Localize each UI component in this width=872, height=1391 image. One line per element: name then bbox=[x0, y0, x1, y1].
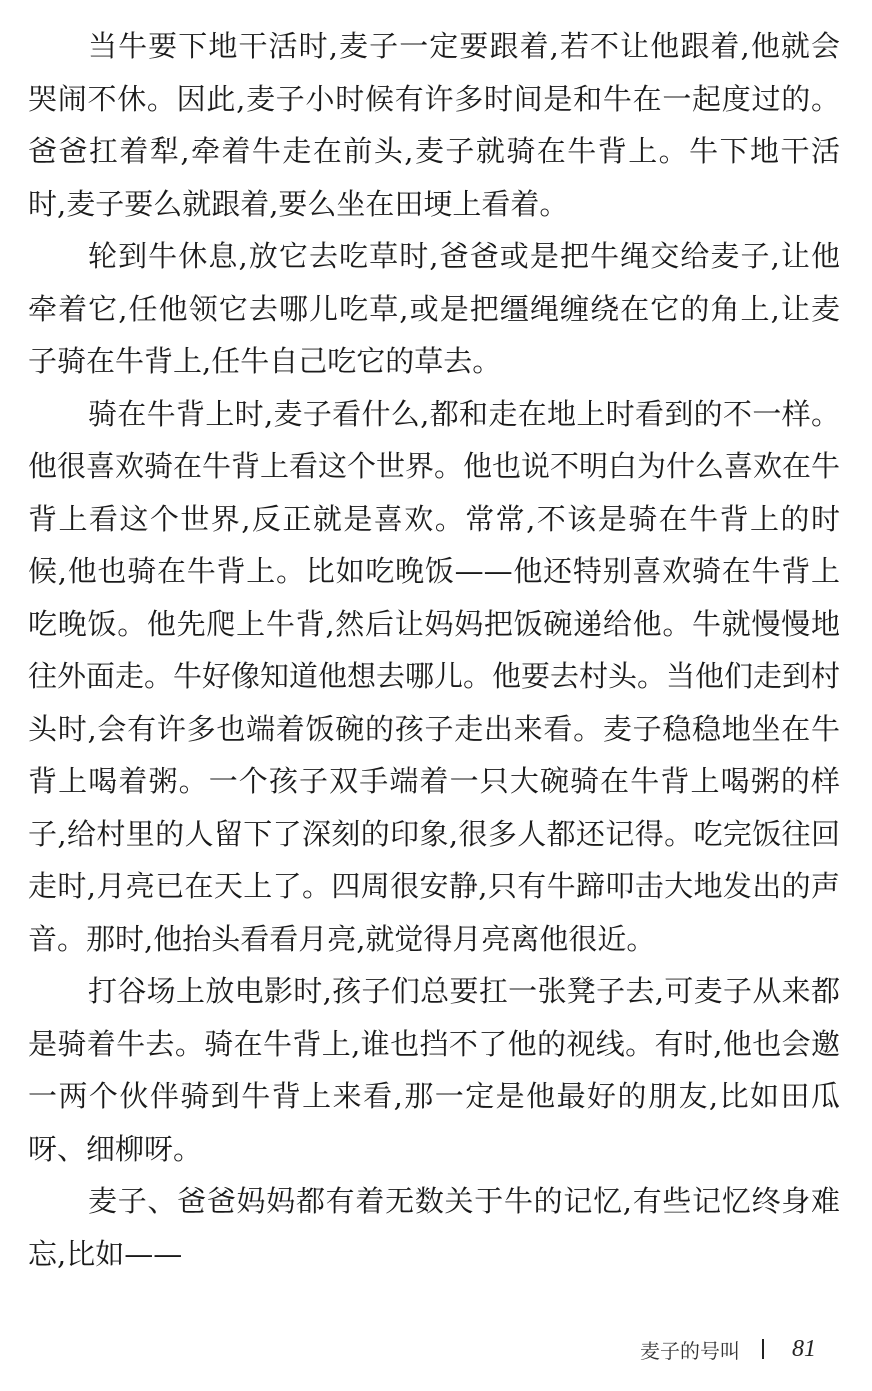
text-line: 牵着它,任他领它去哪儿吃草,或是把缰绳缠绕在它的角上,让麦 bbox=[28, 291, 840, 326]
text-line: 走时,月亮已在天上了。四周很安静,只有牛蹄叩击大地发出的声 bbox=[28, 869, 840, 903]
text-line: 骑在牛背上时,麦子看什么,都和走在地上时看到的不一样。 bbox=[88, 396, 840, 431]
text-line: 子,给村里的人留下了深刻的印象,很多人都还记得。吃完饭往回 bbox=[28, 816, 840, 851]
text-line: 是骑着牛去。骑在牛背上,谁也挡不了他的视线。有时,他也会邀 bbox=[28, 1026, 840, 1061]
text-line: 一两个伙伴骑到牛背上来看,那一定是他最好的朋友,比如田瓜 bbox=[28, 1079, 840, 1113]
text-line: 当牛要下地干活时,麦子一定要跟着,若不让他跟着,他就会 bbox=[88, 29, 840, 63]
text-line: 吃晚饭。他先爬上牛背,然后让妈妈把饭碗递给他。牛就慢慢地 bbox=[28, 606, 840, 641]
text-line: 音。那时,他抬头看看月亮,就觉得月亮离他很近。 bbox=[28, 921, 656, 956]
text-line: 打谷场上放电影时,孩子们总要扛一张凳子去,可麦子从来都 bbox=[88, 974, 840, 1008]
footer-divider bbox=[762, 1339, 764, 1359]
text-line: 爸爸扛着犁,牵着牛走在前头,麦子就骑在牛背上。牛下地干活 bbox=[28, 134, 840, 168]
text-line: 轮到牛休息,放它去吃草时,爸爸或是把牛绳交给麦子,让他 bbox=[88, 239, 840, 273]
text-line: 子骑在牛背上,任牛自己吃它的草去。 bbox=[28, 344, 502, 378]
page-number: 81 bbox=[792, 1335, 816, 1362]
text-line: 候,他也骑在牛背上。比如吃晚饭——他还特别喜欢骑在牛背上 bbox=[28, 554, 840, 588]
text-line: 他很喜欢骑在牛背上看这个世界。他也说不明白为什么喜欢在牛 bbox=[28, 449, 841, 483]
text-line: 背上看这个世界,反正就是喜欢。常常,不该是骑在牛背上的时 bbox=[28, 501, 840, 536]
text-line: 忘,比如—— bbox=[28, 1236, 183, 1271]
text-line: 麦子、爸爸妈妈都有着无数关于牛的记忆,有些记忆终身难 bbox=[88, 1184, 840, 1218]
text-line: 头时,会有许多也端着饭碗的孩子走出来看。麦子稳稳地坐在牛 bbox=[28, 711, 840, 746]
page-footer bbox=[640, 1334, 816, 1364]
running-title: 麦子的号叫 bbox=[640, 1338, 740, 1363]
text-line: 往外面走。牛好像知道他想去哪儿。他要去村头。当他们走到村 bbox=[28, 659, 841, 693]
text-line: 哭闹不休。因此,麦子小时候有许多时间是和牛在一起度过的。 bbox=[28, 81, 840, 116]
text-line: 背上喝着粥。一个孩子双手端着一只大碗骑在牛背上喝粥的样 bbox=[28, 764, 840, 798]
text-line: 呀、细柳呀。 bbox=[28, 1131, 203, 1166]
text-line: 时,麦子要么就跟着,要么坐在田埂上看着。 bbox=[28, 186, 569, 221]
body-text bbox=[28, 26, 840, 1286]
